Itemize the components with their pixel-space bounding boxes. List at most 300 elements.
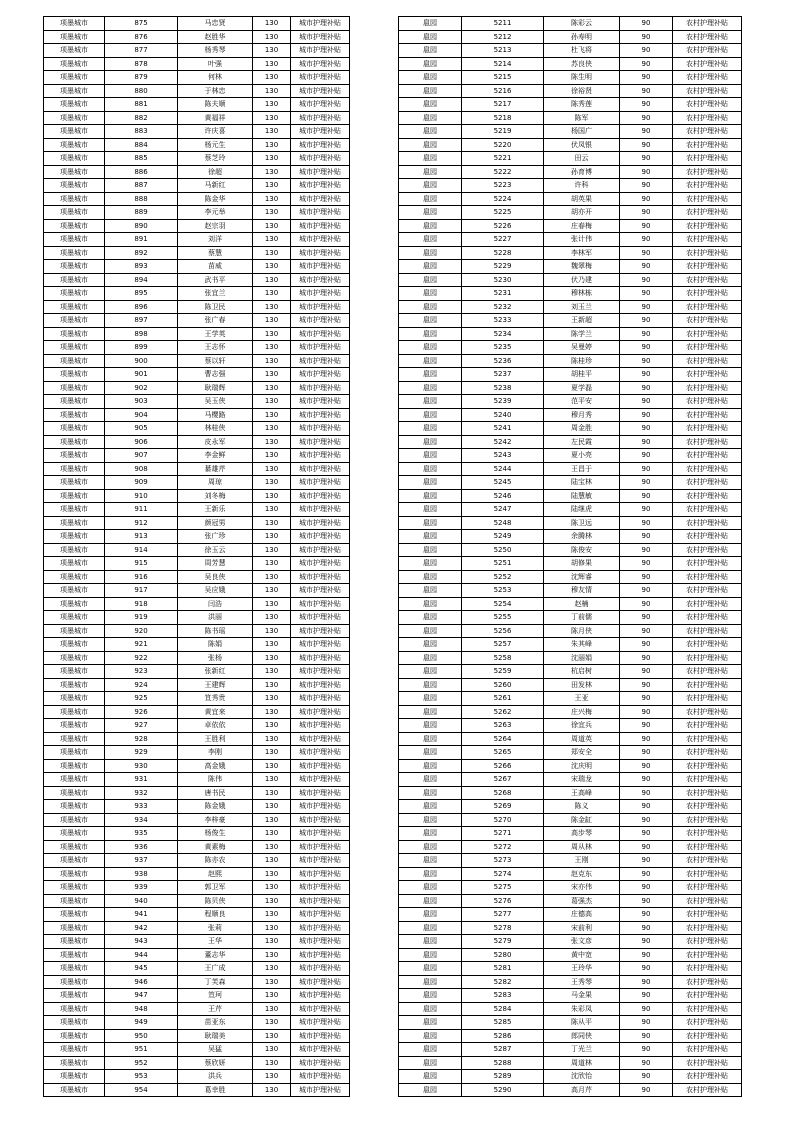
amount-cell: 130 xyxy=(253,395,291,409)
amount-cell: 130 xyxy=(253,219,291,233)
category-cell: 城市护理补贴 xyxy=(291,678,350,692)
amount-cell: 90 xyxy=(620,381,673,395)
id-cell: 5277 xyxy=(462,908,544,922)
amount-cell: 90 xyxy=(620,759,673,773)
region-cell: 扈园 xyxy=(399,530,462,544)
id-cell: 892 xyxy=(105,246,178,260)
amount-cell: 90 xyxy=(620,678,673,692)
region-cell: 项墨城市 xyxy=(44,476,105,490)
name-cell: 徐超 xyxy=(178,165,253,179)
amount-cell: 130 xyxy=(253,192,291,206)
amount-cell: 130 xyxy=(253,948,291,962)
name-cell: 蔡欣妍 xyxy=(178,1056,253,1070)
category-cell: 农村护理补贴 xyxy=(673,516,742,530)
category-cell: 城市护理补贴 xyxy=(291,300,350,314)
name-cell: 王华 xyxy=(178,935,253,949)
region-cell: 扈园 xyxy=(399,732,462,746)
region-cell: 项墨城市 xyxy=(44,1070,105,1084)
amount-cell: 130 xyxy=(253,111,291,125)
category-cell: 农村护理补贴 xyxy=(673,719,742,733)
table-row xyxy=(44,17,350,31)
category-cell: 城市护理补贴 xyxy=(291,854,350,868)
region-cell: 扈园 xyxy=(399,570,462,584)
table-row xyxy=(44,597,350,611)
table-row xyxy=(44,894,350,908)
region-cell: 项墨城市 xyxy=(44,935,105,949)
name-cell: 丁前儒 xyxy=(544,611,620,625)
id-cell: 883 xyxy=(105,125,178,139)
id-cell: 898 xyxy=(105,327,178,341)
name-cell: 唐书民 xyxy=(178,786,253,800)
id-cell: 887 xyxy=(105,179,178,193)
region-cell: 项墨城市 xyxy=(44,287,105,301)
region-cell: 扈园 xyxy=(399,327,462,341)
region-cell: 项墨城市 xyxy=(44,233,105,247)
table-row xyxy=(399,165,742,179)
id-cell: 5238 xyxy=(462,381,544,395)
table-row xyxy=(44,935,350,949)
table-row xyxy=(44,705,350,719)
amount-cell: 130 xyxy=(253,314,291,328)
region-cell: 项墨城市 xyxy=(44,908,105,922)
id-cell: 5262 xyxy=(462,705,544,719)
name-cell: 程顺良 xyxy=(178,908,253,922)
category-cell: 城市护理补贴 xyxy=(291,449,350,463)
category-cell: 城市护理补贴 xyxy=(291,57,350,71)
name-cell: 朱其峰 xyxy=(544,638,620,652)
category-cell: 农村护理补贴 xyxy=(673,246,742,260)
amount-cell: 130 xyxy=(253,98,291,112)
id-cell: 5268 xyxy=(462,786,544,800)
category-cell: 农村护理补贴 xyxy=(673,867,742,881)
id-cell: 885 xyxy=(105,152,178,166)
region-cell: 扈园 xyxy=(399,908,462,922)
table-row xyxy=(44,516,350,530)
category-cell: 农村护理补贴 xyxy=(673,1002,742,1016)
id-cell: 922 xyxy=(105,651,178,665)
amount-cell: 90 xyxy=(620,962,673,976)
id-cell: 5281 xyxy=(462,962,544,976)
id-cell: 904 xyxy=(105,408,178,422)
name-cell: 王志怀 xyxy=(178,341,253,355)
region-cell: 项墨城市 xyxy=(44,975,105,989)
id-cell: 5223 xyxy=(462,179,544,193)
name-cell: 周琼 xyxy=(178,476,253,490)
table-row xyxy=(44,489,350,503)
region-cell: 项墨城市 xyxy=(44,368,105,382)
amount-cell: 90 xyxy=(620,975,673,989)
region-cell: 项墨城市 xyxy=(44,192,105,206)
id-cell: 5256 xyxy=(462,624,544,638)
amount-cell: 90 xyxy=(620,165,673,179)
id-cell: 912 xyxy=(105,516,178,530)
region-cell: 扈园 xyxy=(399,341,462,355)
table-row xyxy=(44,327,350,341)
id-cell: 906 xyxy=(105,435,178,449)
table-row xyxy=(44,1070,350,1084)
id-cell: 880 xyxy=(105,84,178,98)
name-cell: 高步琴 xyxy=(544,827,620,841)
region-cell: 项墨城市 xyxy=(44,543,105,557)
region-cell: 扈园 xyxy=(399,354,462,368)
category-cell: 农村护理补贴 xyxy=(673,206,742,220)
amount-cell: 130 xyxy=(253,800,291,814)
name-cell: 陈彩云 xyxy=(544,17,620,31)
region-cell: 扈园 xyxy=(399,584,462,598)
category-cell: 农村护理补贴 xyxy=(673,395,742,409)
amount-cell: 90 xyxy=(620,300,673,314)
category-cell: 城市护理补贴 xyxy=(291,246,350,260)
region-cell: 扈园 xyxy=(399,624,462,638)
region-cell: 项墨城市 xyxy=(44,678,105,692)
category-cell: 农村护理补贴 xyxy=(673,975,742,989)
id-cell: 903 xyxy=(105,395,178,409)
category-cell: 城市护理补贴 xyxy=(291,476,350,490)
amount-cell: 130 xyxy=(253,408,291,422)
amount-cell: 90 xyxy=(620,449,673,463)
amount-cell: 130 xyxy=(253,476,291,490)
region-cell: 项墨城市 xyxy=(44,665,105,679)
region-cell: 扈园 xyxy=(399,1043,462,1057)
id-cell: 5253 xyxy=(462,584,544,598)
amount-cell: 90 xyxy=(620,719,673,733)
name-cell: 吴良侠 xyxy=(178,570,253,584)
region-cell: 扈园 xyxy=(399,435,462,449)
category-cell: 城市护理补贴 xyxy=(291,557,350,571)
amount-cell: 90 xyxy=(620,1016,673,1030)
name-cell: 王芹 xyxy=(178,1002,253,1016)
table-row xyxy=(399,381,742,395)
id-cell: 893 xyxy=(105,260,178,274)
table-row xyxy=(399,300,742,314)
id-cell: 925 xyxy=(105,692,178,706)
id-cell: 940 xyxy=(105,894,178,908)
region-cell: 扈园 xyxy=(399,381,462,395)
category-cell: 城市护理补贴 xyxy=(291,665,350,679)
category-cell: 农村护理补贴 xyxy=(673,557,742,571)
name-cell: 陈桂珍 xyxy=(544,354,620,368)
region-cell: 项墨城市 xyxy=(44,611,105,625)
name-cell: 陆继虎 xyxy=(544,503,620,517)
name-cell: 王新乐 xyxy=(178,503,253,517)
id-cell: 889 xyxy=(105,206,178,220)
amount-cell: 90 xyxy=(620,395,673,409)
table-row xyxy=(44,395,350,409)
name-cell: 林桂侠 xyxy=(178,422,253,436)
amount-cell: 90 xyxy=(620,192,673,206)
name-cell: 葛强杰 xyxy=(544,894,620,908)
category-cell: 农村护理补贴 xyxy=(673,489,742,503)
table-row xyxy=(399,678,742,692)
name-cell: 徐宜兵 xyxy=(544,719,620,733)
id-cell: 5254 xyxy=(462,597,544,611)
category-cell: 农村护理补贴 xyxy=(673,314,742,328)
name-cell: 叶强 xyxy=(178,57,253,71)
category-cell: 城市护理补贴 xyxy=(291,260,350,274)
category-cell: 农村护理补贴 xyxy=(673,962,742,976)
id-cell: 934 xyxy=(105,813,178,827)
id-cell: 930 xyxy=(105,759,178,773)
category-cell: 城市护理补贴 xyxy=(291,1029,350,1043)
name-cell: 张广春 xyxy=(178,314,253,328)
id-cell: 931 xyxy=(105,773,178,787)
category-cell: 农村护理补贴 xyxy=(673,354,742,368)
amount-cell: 130 xyxy=(253,786,291,800)
table-row xyxy=(399,692,742,706)
region-cell: 项墨城市 xyxy=(44,341,105,355)
name-cell: 葛幸胜 xyxy=(178,1083,253,1097)
amount-cell: 130 xyxy=(253,71,291,85)
category-cell: 农村护理补贴 xyxy=(673,125,742,139)
id-cell: 905 xyxy=(105,422,178,436)
name-cell: 王刚 xyxy=(544,854,620,868)
name-cell: 杜飞将 xyxy=(544,44,620,58)
region-cell: 项墨城市 xyxy=(44,1056,105,1070)
id-cell: 5222 xyxy=(462,165,544,179)
region-cell: 扈园 xyxy=(399,30,462,44)
id-cell: 5221 xyxy=(462,152,544,166)
name-cell: 赵宗羽 xyxy=(178,219,253,233)
table-row xyxy=(44,354,350,368)
name-cell: 宋瑞龙 xyxy=(544,773,620,787)
amount-cell: 130 xyxy=(253,1016,291,1030)
amount-cell: 90 xyxy=(620,341,673,355)
name-cell: 宋前利 xyxy=(544,921,620,935)
amount-cell: 90 xyxy=(620,422,673,436)
amount-cell: 90 xyxy=(620,1056,673,1070)
region-cell: 扈园 xyxy=(399,894,462,908)
region-cell: 扈园 xyxy=(399,1056,462,1070)
category-cell: 城市护理补贴 xyxy=(291,138,350,152)
name-cell: 杨国广 xyxy=(544,125,620,139)
category-cell: 城市护理补贴 xyxy=(291,584,350,598)
table-row xyxy=(399,881,742,895)
table-row xyxy=(399,152,742,166)
name-cell: 徐裕贤 xyxy=(544,84,620,98)
id-cell: 5244 xyxy=(462,462,544,476)
id-cell: 942 xyxy=(105,921,178,935)
table-row xyxy=(44,192,350,206)
id-cell: 5232 xyxy=(462,300,544,314)
name-cell: 田云 xyxy=(544,152,620,166)
table-row xyxy=(44,165,350,179)
region-cell: 项墨城市 xyxy=(44,206,105,220)
name-cell: 王学英 xyxy=(178,327,253,341)
amount-cell: 90 xyxy=(620,489,673,503)
category-cell: 农村护理补贴 xyxy=(673,692,742,706)
region-cell: 项墨城市 xyxy=(44,98,105,112)
table-row xyxy=(44,800,350,814)
id-cell: 5237 xyxy=(462,368,544,382)
table-row xyxy=(44,1043,350,1057)
name-cell: 黄福祥 xyxy=(178,111,253,125)
id-cell: 909 xyxy=(105,476,178,490)
region-cell: 项墨城市 xyxy=(44,327,105,341)
category-cell: 农村护理补贴 xyxy=(673,30,742,44)
name-cell: 陈金娥 xyxy=(178,800,253,814)
table-row xyxy=(44,246,350,260)
id-cell: 5271 xyxy=(462,827,544,841)
table-row xyxy=(44,719,350,733)
id-cell: 932 xyxy=(105,786,178,800)
category-cell: 城市护理补贴 xyxy=(291,44,350,58)
region-cell: 项墨城市 xyxy=(44,381,105,395)
region-cell: 扈园 xyxy=(399,827,462,841)
table-row xyxy=(44,948,350,962)
id-cell: 879 xyxy=(105,71,178,85)
amount-cell: 90 xyxy=(620,503,673,517)
table-row xyxy=(399,570,742,584)
amount-cell: 130 xyxy=(253,813,291,827)
name-cell: 穆月秀 xyxy=(544,408,620,422)
region-cell: 扈园 xyxy=(399,192,462,206)
table-row xyxy=(399,894,742,908)
table-row xyxy=(44,1056,350,1070)
id-cell: 5216 xyxy=(462,84,544,98)
name-cell: 穆友情 xyxy=(544,584,620,598)
name-cell: 许科 xyxy=(544,179,620,193)
region-cell: 扈园 xyxy=(399,678,462,692)
amount-cell: 130 xyxy=(253,921,291,935)
region-cell: 项墨城市 xyxy=(44,111,105,125)
amount-cell: 90 xyxy=(620,273,673,287)
region-cell: 项墨城市 xyxy=(44,921,105,935)
region-cell: 项墨城市 xyxy=(44,989,105,1003)
table-row xyxy=(399,935,742,949)
table-row xyxy=(399,17,742,31)
category-cell: 农村护理补贴 xyxy=(673,111,742,125)
category-cell: 农村护理补贴 xyxy=(673,503,742,517)
amount-cell: 130 xyxy=(253,435,291,449)
name-cell: 洪丽 xyxy=(178,611,253,625)
id-cell: 927 xyxy=(105,719,178,733)
id-cell: 5220 xyxy=(462,138,544,152)
table-row xyxy=(399,530,742,544)
category-cell: 城市护理补贴 xyxy=(291,597,350,611)
amount-cell: 130 xyxy=(253,17,291,31)
table-row xyxy=(399,665,742,679)
category-cell: 农村护理补贴 xyxy=(673,570,742,584)
amount-cell: 90 xyxy=(620,98,673,112)
table-row xyxy=(44,692,350,706)
id-cell: 5265 xyxy=(462,746,544,760)
category-cell: 城市护理补贴 xyxy=(291,287,350,301)
amount-cell: 130 xyxy=(253,881,291,895)
id-cell: 882 xyxy=(105,111,178,125)
category-cell: 城市护理补贴 xyxy=(291,975,350,989)
region-cell: 项墨城市 xyxy=(44,462,105,476)
amount-cell: 130 xyxy=(253,975,291,989)
category-cell: 农村护理补贴 xyxy=(673,705,742,719)
id-cell: 5241 xyxy=(462,422,544,436)
region-cell: 扈园 xyxy=(399,665,462,679)
category-cell: 农村护理补贴 xyxy=(673,746,742,760)
category-cell: 农村护理补贴 xyxy=(673,422,742,436)
region-cell: 项墨城市 xyxy=(44,422,105,436)
id-cell: 895 xyxy=(105,287,178,301)
name-cell: 夏小亮 xyxy=(544,449,620,463)
category-cell: 城市护理补贴 xyxy=(291,570,350,584)
id-cell: 5272 xyxy=(462,840,544,854)
category-cell: 农村护理补贴 xyxy=(673,678,742,692)
table-row xyxy=(399,395,742,409)
table-row xyxy=(399,206,742,220)
name-cell: 吴玉侠 xyxy=(178,395,253,409)
table-row xyxy=(399,975,742,989)
category-cell: 城市护理补贴 xyxy=(291,908,350,922)
id-cell: 5279 xyxy=(462,935,544,949)
table-row xyxy=(44,530,350,544)
id-cell: 5211 xyxy=(462,17,544,31)
id-cell: 886 xyxy=(105,165,178,179)
table-row xyxy=(399,30,742,44)
category-cell: 城市护理补贴 xyxy=(291,408,350,422)
name-cell: 王建辉 xyxy=(178,678,253,692)
category-cell: 城市护理补贴 xyxy=(291,152,350,166)
name-cell: 陈生明 xyxy=(544,71,620,85)
amount-cell: 130 xyxy=(253,651,291,665)
region-cell: 扈园 xyxy=(399,975,462,989)
amount-cell: 90 xyxy=(620,570,673,584)
category-cell: 城市护理补贴 xyxy=(291,368,350,382)
amount-cell: 90 xyxy=(620,44,673,58)
category-cell: 农村护理补贴 xyxy=(673,381,742,395)
id-cell: 5242 xyxy=(462,435,544,449)
id-cell: 5228 xyxy=(462,246,544,260)
category-cell: 农村护理补贴 xyxy=(673,935,742,949)
table-row xyxy=(399,516,742,530)
amount-cell: 90 xyxy=(620,476,673,490)
region-cell: 项墨城市 xyxy=(44,84,105,98)
id-cell: 5284 xyxy=(462,1002,544,1016)
category-cell: 农村护理补贴 xyxy=(673,854,742,868)
id-cell: 919 xyxy=(105,611,178,625)
id-cell: 5246 xyxy=(462,489,544,503)
name-cell: 陈月侠 xyxy=(544,624,620,638)
name-cell: 耿瑞美 xyxy=(178,1029,253,1043)
region-cell: 扈园 xyxy=(399,287,462,301)
name-cell: 马金果 xyxy=(544,989,620,1003)
category-cell: 城市护理补贴 xyxy=(291,773,350,787)
amount-cell: 90 xyxy=(620,638,673,652)
table-row xyxy=(44,476,350,490)
region-cell: 扈园 xyxy=(399,989,462,1003)
table-row xyxy=(44,435,350,449)
amount-cell: 90 xyxy=(620,530,673,544)
table-row xyxy=(399,125,742,139)
region-cell: 项墨城市 xyxy=(44,179,105,193)
id-cell: 5267 xyxy=(462,773,544,787)
region-cell: 扈园 xyxy=(399,71,462,85)
category-cell: 农村护理补贴 xyxy=(673,881,742,895)
region-cell: 项墨城市 xyxy=(44,57,105,71)
region-cell: 扈园 xyxy=(399,746,462,760)
category-cell: 农村护理补贴 xyxy=(673,827,742,841)
table-row xyxy=(44,665,350,679)
category-cell: 农村护理补贴 xyxy=(673,813,742,827)
id-cell: 947 xyxy=(105,989,178,1003)
category-cell: 农村护理补贴 xyxy=(673,1029,742,1043)
table-row xyxy=(44,759,350,773)
amount-cell: 90 xyxy=(620,246,673,260)
table-row xyxy=(399,611,742,625)
id-cell: 914 xyxy=(105,543,178,557)
amount-cell: 130 xyxy=(253,624,291,638)
table-row xyxy=(44,1002,350,1016)
id-cell: 928 xyxy=(105,732,178,746)
table-row xyxy=(399,219,742,233)
table-row xyxy=(44,179,350,193)
